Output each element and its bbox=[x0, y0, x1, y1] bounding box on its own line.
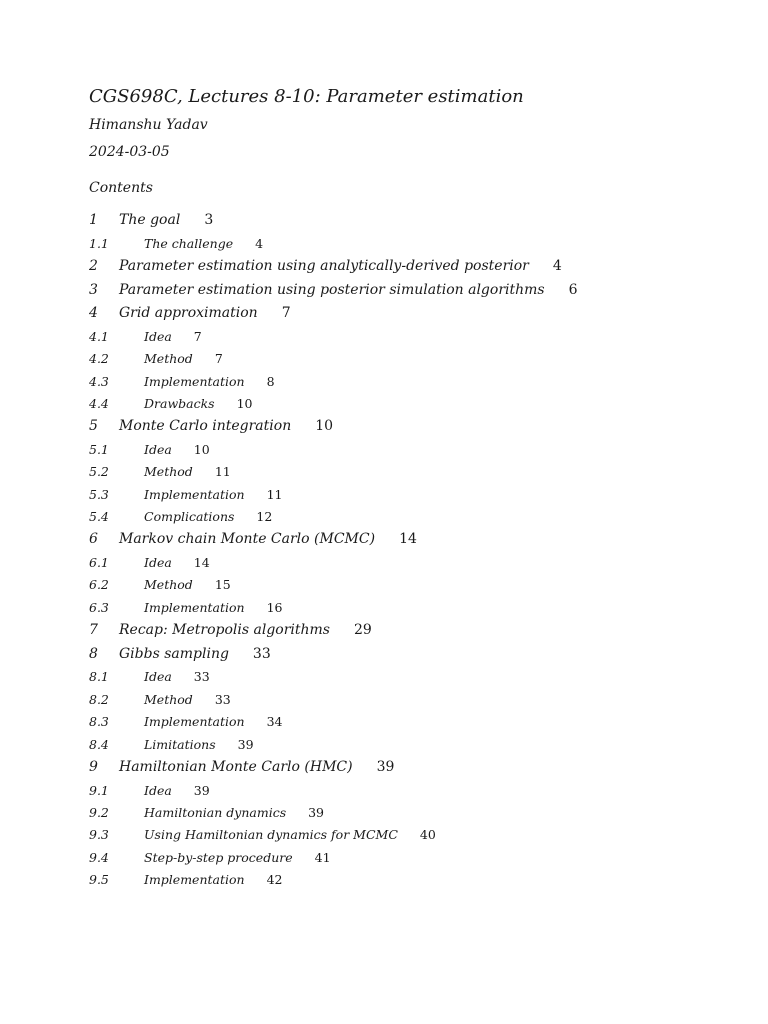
toc-entry-label: Markov chain Monte Carlo (MCMC) bbox=[119, 531, 376, 548]
toc-entry-label: The goal bbox=[119, 212, 181, 228]
toc-entry-number: 9.3 bbox=[89, 827, 109, 843]
toc-entry-number: 9.4 bbox=[89, 849, 109, 865]
toc-entry-page: 42 bbox=[266, 872, 283, 888]
toc-subsection-entry[interactable] bbox=[89, 783, 689, 805]
toc-entry-page: 12 bbox=[256, 509, 273, 525]
toc-subsection-entry[interactable] bbox=[89, 872, 689, 894]
toc-subsection-entry[interactable] bbox=[89, 464, 689, 486]
toc-subsection-entry[interactable] bbox=[89, 692, 689, 714]
toc-entry-page: 15 bbox=[214, 577, 231, 593]
toc-entry-number: 1.1 bbox=[89, 235, 109, 251]
toc-entry-page: 34 bbox=[266, 714, 283, 730]
toc-entry-number: 9 bbox=[89, 759, 98, 775]
toc-entry-number: 4.1 bbox=[89, 328, 109, 344]
toc-entry-number: 8.1 bbox=[89, 669, 109, 685]
toc-subsection-entry[interactable] bbox=[89, 577, 689, 599]
toc-entry-label: Using Hamiltonian dynamics for MCMC bbox=[144, 827, 398, 843]
toc-entry-number: 8.3 bbox=[89, 714, 109, 730]
toc-entry-label: Drawbacks bbox=[144, 395, 215, 411]
toc-section-entry[interactable] bbox=[89, 282, 689, 306]
toc-entry-page: 39 bbox=[376, 759, 395, 775]
toc-subsection-entry[interactable] bbox=[89, 442, 689, 464]
toc-entry-page: 7 bbox=[214, 351, 223, 367]
toc-entry-label: Implementation bbox=[144, 486, 245, 502]
toc-entry-page: 33 bbox=[193, 669, 210, 685]
toc-entry-label: Implementation bbox=[144, 714, 245, 730]
toc-entry-label: The challenge bbox=[144, 235, 234, 251]
toc-entry-label: Implementation bbox=[144, 872, 245, 888]
toc-entry-label: Step-by-step procedure bbox=[144, 849, 293, 865]
toc-section-entry[interactable] bbox=[89, 759, 689, 783]
toc-entry-page: 3 bbox=[204, 212, 214, 228]
toc-entry-number: 8.2 bbox=[89, 691, 109, 707]
toc-entry-number: 8.4 bbox=[89, 736, 109, 752]
toc-entry-page: 39 bbox=[237, 736, 254, 752]
table-of-contents bbox=[89, 212, 689, 895]
toc-entry-number: 5.2 bbox=[89, 464, 109, 480]
toc-entry-label: Complications bbox=[144, 509, 235, 525]
toc-entry-label: Idea bbox=[144, 441, 172, 457]
toc-entry-number: 2 bbox=[89, 257, 98, 274]
toc-entry-page: 33 bbox=[214, 691, 231, 707]
toc-entry-number: 5.3 bbox=[89, 486, 109, 502]
toc-entry-number: 6.2 bbox=[89, 577, 109, 593]
toc-section-entry[interactable] bbox=[89, 418, 689, 442]
toc-entry-label: Idea bbox=[144, 328, 172, 344]
toc-entry-label: Monte Carlo integration bbox=[119, 418, 292, 435]
toc-entry-number: 6.1 bbox=[89, 555, 109, 571]
toc-section-entry[interactable] bbox=[89, 305, 689, 329]
toc-section-entry[interactable] bbox=[89, 212, 689, 236]
toc-entry-number: 6.3 bbox=[89, 599, 109, 615]
toc-subsection-entry[interactable] bbox=[89, 351, 689, 373]
toc-entry-page: 16 bbox=[266, 599, 283, 615]
toc-entry-label: Recap: Metropolis algorithms bbox=[119, 622, 330, 639]
toc-entry-label: Limitations bbox=[144, 736, 216, 752]
toc-entry-number: 4.2 bbox=[89, 351, 109, 367]
toc-entry-page: 10 bbox=[236, 395, 253, 411]
toc-entry-label: Idea bbox=[144, 669, 172, 685]
toc-subsection-entry[interactable] bbox=[89, 600, 689, 622]
toc-entry-number: 1 bbox=[89, 212, 98, 228]
toc-entry-number: 5 bbox=[89, 418, 98, 435]
toc-entry-page: 6 bbox=[568, 281, 578, 298]
toc-section-entry[interactable] bbox=[89, 622, 689, 646]
toc-entry-page: 14 bbox=[399, 531, 417, 548]
toc-entry-number: 4.3 bbox=[89, 373, 109, 389]
toc-subsection-entry[interactable] bbox=[89, 236, 689, 258]
toc-entry-page: 11 bbox=[214, 464, 231, 480]
toc-entry-number: 9.5 bbox=[89, 872, 109, 888]
toc-entry-label: Implementation bbox=[144, 599, 245, 615]
toc-subsection-entry[interactable] bbox=[89, 396, 689, 418]
toc-entry-page: 29 bbox=[353, 622, 372, 639]
toc-subsection-entry[interactable] bbox=[89, 487, 689, 509]
toc-section-entry[interactable] bbox=[89, 258, 689, 282]
toc-section-entry[interactable] bbox=[89, 646, 689, 670]
toc-subsection-entry[interactable] bbox=[89, 555, 689, 577]
toc-entry-page: 40 bbox=[419, 827, 436, 843]
toc-subsection-entry[interactable] bbox=[89, 374, 689, 396]
toc-subsection-entry[interactable] bbox=[89, 827, 689, 849]
toc-entry-page: 7 bbox=[193, 328, 202, 344]
toc-entry-label: Implementation bbox=[144, 373, 245, 389]
toc-entry-label: Parameter estimation using posterior simulation algorithms bbox=[119, 281, 545, 298]
toc-entry-number: 6 bbox=[89, 531, 98, 548]
toc-entry-page: 14 bbox=[193, 555, 210, 571]
toc-entry-label: Hamiltonian dynamics bbox=[144, 804, 287, 820]
toc-entry-page: 11 bbox=[266, 486, 283, 502]
toc-entry-number: 4.4 bbox=[89, 395, 109, 411]
toc-section-entry[interactable] bbox=[89, 531, 689, 555]
toc-entry-label: Method bbox=[144, 691, 193, 707]
toc-entry-label: Idea bbox=[144, 782, 172, 798]
toc-entry-number: 4 bbox=[89, 305, 98, 322]
toc-entry-label: Parameter estimation using analytically-derived posterior bbox=[119, 257, 529, 274]
toc-entry-label: Method bbox=[144, 577, 193, 593]
toc-entry-number: 5.4 bbox=[89, 509, 109, 525]
toc-entry-page: 4 bbox=[552, 257, 562, 274]
toc-entry-page: 7 bbox=[281, 305, 291, 322]
toc-entry-number: 8 bbox=[89, 645, 98, 662]
toc-entry-page: 39 bbox=[193, 782, 210, 798]
toc-entry-page: 4 bbox=[255, 235, 264, 251]
toc-entry-number: 5.1 bbox=[89, 441, 109, 457]
toc-entry-page: 10 bbox=[193, 441, 210, 457]
toc-entry-page: 8 bbox=[266, 373, 275, 389]
toc-entry-label: Grid approximation bbox=[119, 305, 258, 322]
toc-entry-page: 41 bbox=[314, 849, 331, 865]
toc-entry-number: 3 bbox=[89, 281, 98, 298]
toc-subsection-entry[interactable] bbox=[89, 714, 689, 736]
toc-entry-label: Idea bbox=[144, 555, 172, 571]
toc-entry-label: Gibbs sampling bbox=[119, 645, 229, 662]
toc-entry-page: 39 bbox=[308, 804, 325, 820]
document-title: CGS698C, Lectures 8-10: Parameter estimation bbox=[89, 86, 524, 107]
toc-subsection-entry[interactable] bbox=[89, 669, 689, 691]
toc-subsection-entry[interactable] bbox=[89, 805, 689, 827]
toc-entry-label: Method bbox=[144, 464, 193, 480]
toc-subsection-entry[interactable] bbox=[89, 509, 689, 531]
toc-subsection-entry[interactable] bbox=[89, 737, 689, 759]
toc-subsection-entry[interactable] bbox=[89, 329, 689, 351]
toc-subsection-entry[interactable] bbox=[89, 850, 689, 872]
toc-entry-label: Hamiltonian Monte Carlo (HMC) bbox=[119, 759, 353, 775]
document-date: 2024-03-05 bbox=[89, 144, 170, 160]
document-author: Himanshu Yadav bbox=[89, 117, 208, 133]
toc-entry-page: 33 bbox=[252, 645, 271, 662]
toc-entry-number: 9.2 bbox=[89, 804, 109, 820]
toc-entry-number: 9.1 bbox=[89, 782, 109, 798]
toc-entry-page: 10 bbox=[315, 418, 334, 435]
toc-entry-number: 7 bbox=[89, 622, 98, 639]
toc-entry-label: Method bbox=[144, 351, 193, 367]
contents-heading: Contents bbox=[89, 180, 153, 196]
